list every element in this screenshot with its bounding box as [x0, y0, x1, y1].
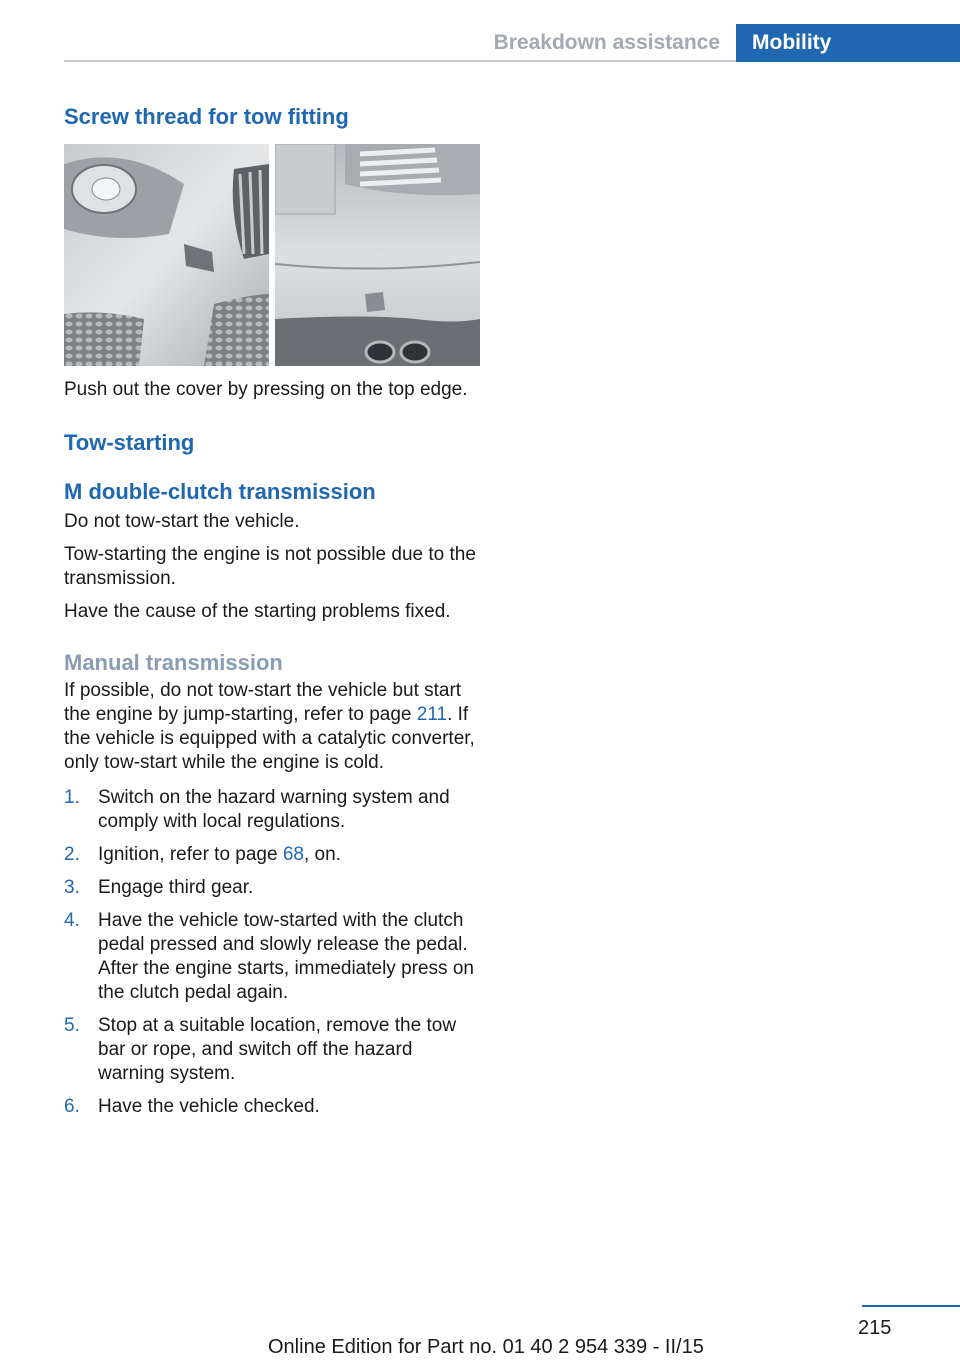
rear-bumper-image — [275, 144, 480, 366]
step-text-b: , on. — [303, 844, 341, 865]
step-text: Switch on the hazard warning system and comply with local regulations. — [98, 787, 450, 832]
step-text: Have the vehicle tow-started with the clutch pedal pressed and slowly release the pedal. After the engine starts, immediately press on the clutch pedal again. — [98, 910, 474, 1003]
step-number: 4. — [64, 910, 80, 931]
step-number: 1. — [64, 787, 80, 808]
tow-start-steps — [64, 786, 478, 1119]
step-text: Stop at a suitable location, remove the tow bar or rope, and switch off the hazard warning system. — [98, 1015, 457, 1084]
footer-rule — [862, 1305, 960, 1307]
dct-paragraph-1: Do not tow-start the vehicle. — [64, 511, 300, 532]
list-item — [64, 876, 478, 900]
step-number: 6. — [64, 1096, 80, 1117]
dct-paragraph-3: Have the cause of the starting problems fixed. — [64, 601, 451, 622]
manual-intro-text-a: If possible, do not tow-start the vehicle but start the engine by jump-starting, refer to page — [64, 680, 462, 725]
tow-fitting-figure — [64, 144, 480, 366]
step-number: 2. — [64, 844, 80, 865]
jump-starting-page-link[interactable]: 211 — [416, 704, 448, 725]
header-section-title: Breakdown assistance — [493, 31, 720, 54]
step-text: Have the vehicle checked. — [98, 1096, 320, 1117]
manual-intro — [64, 679, 478, 775]
list-item — [64, 843, 478, 867]
list-item — [64, 1014, 478, 1086]
screw-thread-caption: Push out the cover by pressing on the top edge. — [64, 379, 468, 400]
page-number: 215 — [858, 1317, 892, 1339]
main-content — [64, 102, 478, 1128]
step-text: Engage third gear. — [98, 877, 254, 898]
list-item — [64, 1095, 478, 1119]
front-bumper-image — [64, 144, 269, 366]
tow-starting-heading: Tow-starting — [64, 430, 195, 455]
step-number: 5. — [64, 1015, 80, 1036]
step-text-a: Ignition, refer to page — [98, 844, 283, 865]
dct-heading: M double-clutch transmission — [64, 479, 376, 504]
dct-paragraph-2: Tow-starting the engine is not possible due to the transmission. — [64, 544, 476, 589]
screw-thread-heading: Screw thread for tow fitting — [64, 104, 349, 129]
manual-intro-text-b: . If the vehicle is equipped with a catalytic converter, only tow-start while the engine is cold. — [64, 704, 475, 773]
manual-transmission-heading: Manual transmission — [64, 650, 283, 675]
page-header — [0, 0, 960, 62]
step-text — [98, 843, 478, 867]
step-number: 3. — [64, 877, 80, 898]
edition-note: Online Edition for Part no. 01 40 2 954 339 - II/15 — [268, 1336, 704, 1358]
ignition-page-link[interactable]: 68 — [282, 844, 304, 865]
list-item — [64, 786, 478, 834]
list-item — [64, 909, 478, 1005]
header-chapter-tab: Mobility — [736, 24, 960, 62]
